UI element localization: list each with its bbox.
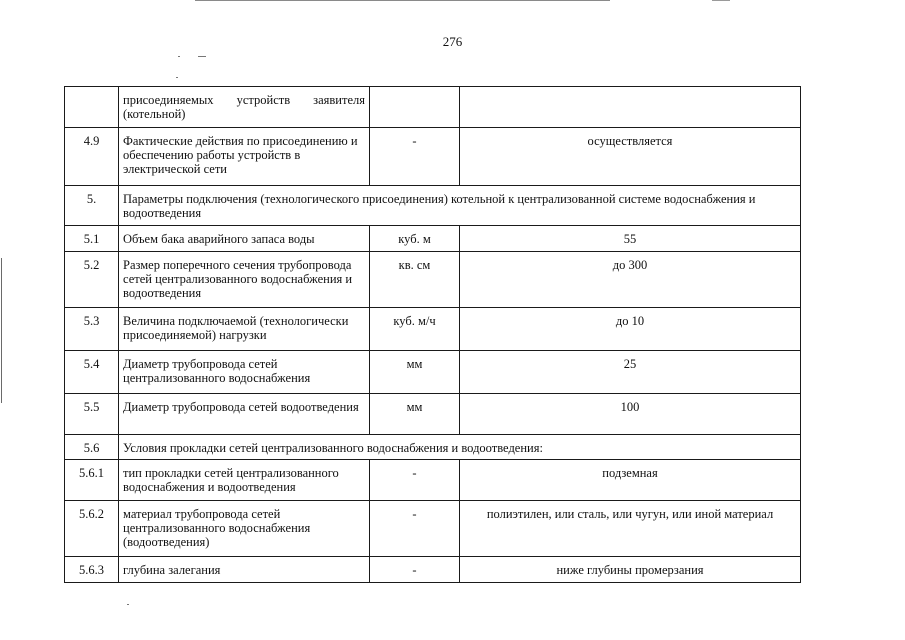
scan-speck	[176, 77, 178, 78]
row-unit: кв. см	[370, 252, 460, 308]
section-heading: Параметры подключения (технологического присоединения) котельной к централизованной системе водоснабжения и водоотведения	[119, 186, 801, 226]
row-value	[460, 87, 801, 128]
row-parameter: глубина залегания	[119, 557, 370, 583]
row-parameter: Диаметр трубопровода сетей водоотведения	[119, 394, 370, 435]
row-unit: куб. м	[370, 226, 460, 252]
row-unit: мм	[370, 394, 460, 435]
row-number	[65, 87, 119, 128]
row-value: 55	[460, 226, 801, 252]
row-parameter: материал трубопровода сетей централизованного водоснабжения (водоотведения)	[119, 501, 370, 557]
row-parameter: присоединяемых устройств заявителя (котельной)	[119, 87, 370, 128]
row-value: 25	[460, 351, 801, 394]
section-heading: Условия прокладки сетей централизованного водоснабжения и водоотведения:	[119, 435, 801, 460]
row-parameter: тип прокладки сетей централизованного водоснабжения и водоотведения	[119, 460, 370, 501]
parameters-table	[64, 86, 801, 583]
table-row-section	[65, 435, 801, 460]
row-unit: -	[370, 557, 460, 583]
row-unit	[370, 87, 460, 128]
table-row	[65, 128, 801, 186]
page-number: 276	[442, 34, 463, 49]
table-row	[65, 87, 801, 128]
row-number: 5.6.1	[65, 460, 119, 501]
table-row	[65, 252, 801, 308]
row-unit: мм	[370, 351, 460, 394]
table-row	[65, 394, 801, 435]
table-row	[65, 226, 801, 252]
top-rule	[195, 0, 610, 1]
table-row	[65, 501, 801, 557]
row-number: 5.6.3	[65, 557, 119, 583]
scan-speck	[198, 56, 206, 57]
row-number: 5.5	[65, 394, 119, 435]
row-parameter: Объем бака аварийного запаса воды	[119, 226, 370, 252]
row-value: до 300	[460, 252, 801, 308]
scan-speck	[127, 604, 129, 605]
row-value: до 10	[460, 308, 801, 351]
row-unit: -	[370, 128, 460, 186]
row-number: 5.4	[65, 351, 119, 394]
row-unit: -	[370, 460, 460, 501]
scan-speck	[178, 56, 180, 57]
row-parameter: Фактические действия по присоединению и обеспечению работы устройств в электрической сети	[119, 128, 370, 186]
row-number: 5.6	[65, 435, 119, 460]
row-parameter: Диаметр трубопровода сетей централизованного водоснабжения	[119, 351, 370, 394]
row-number: 5.3	[65, 308, 119, 351]
row-unit: -	[370, 501, 460, 557]
scan-edge-mark	[1, 258, 2, 403]
table-row-section	[65, 186, 801, 226]
row-value: полиэтилен, или сталь, или чугун, или иной материал	[460, 501, 801, 557]
row-value: осуществляется	[460, 128, 801, 186]
row-number: 5.2	[65, 252, 119, 308]
top-rule-short	[712, 0, 730, 1]
row-value: 100	[460, 394, 801, 435]
row-unit: куб. м/ч	[370, 308, 460, 351]
row-number: 5.1	[65, 226, 119, 252]
row-number: 4.9	[65, 128, 119, 186]
row-value: ниже глубины промерзания	[460, 557, 801, 583]
table-row	[65, 351, 801, 394]
table-row	[65, 308, 801, 351]
row-number: 5.	[65, 186, 119, 226]
table-row	[65, 557, 801, 583]
row-parameter: Величина подключаемой (технологически присоединяемой) нагрузки	[119, 308, 370, 351]
table-row	[65, 460, 801, 501]
row-parameter: Размер поперечного сечения трубопровода сетей централизованного водоснабжения и водоотведения	[119, 252, 370, 308]
row-value: подземная	[460, 460, 801, 501]
row-number: 5.6.2	[65, 501, 119, 557]
